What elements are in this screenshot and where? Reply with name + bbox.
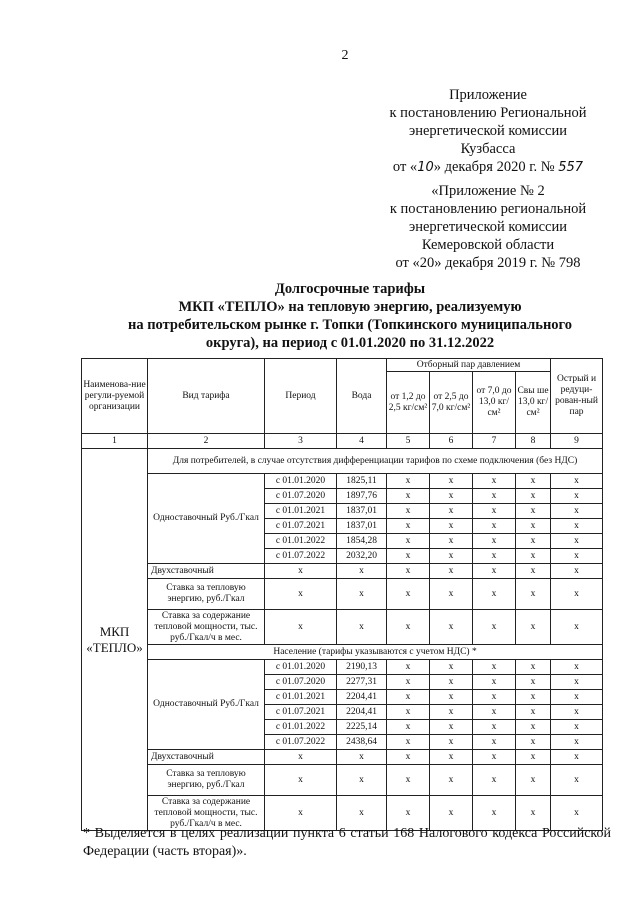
water-cell: 2204,41 (337, 705, 387, 720)
x-cell: x (516, 765, 551, 796)
header-p3: от 7,0 до 13,0 кг/см² (473, 372, 516, 434)
annex-current-line2: к постановлению Региональной (389, 105, 587, 121)
x-cell: x (551, 504, 603, 519)
x-cell: x (473, 675, 516, 690)
x-cell: x (430, 534, 473, 549)
page-number: 2 (341, 48, 349, 63)
table-row (82, 750, 603, 765)
x-cell: x (516, 489, 551, 504)
annex-current-line4: Кузбасса (460, 141, 516, 157)
title-line1: Долгосрочные тарифы (274, 281, 426, 297)
water-cell: 2277,31 (337, 675, 387, 690)
x-cell: x (337, 750, 387, 765)
annex-current-date (368, 158, 608, 177)
header-sharp-steam: Острый и редуци-рован-ный пар (551, 359, 603, 434)
x-cell: x (387, 675, 430, 690)
x-cell: x (430, 796, 473, 831)
section1-title: Для потребителей, в случае отсутствия дифференциации тарифов по схеме подключения (без НДС) (148, 449, 603, 474)
x-cell: x (516, 610, 551, 645)
annex-previous-line5: от «20» декабря 2019 г. № 798 (395, 255, 581, 271)
x-cell: x (551, 610, 603, 645)
x-cell: x (430, 675, 473, 690)
annex-previous-line4: Кемеровской области (421, 237, 555, 253)
section1-one-part-label: Одноставочный Руб./Гкал (148, 474, 265, 564)
x-cell: x (516, 750, 551, 765)
water-cell: 2032,20 (337, 549, 387, 564)
annex-current (368, 86, 608, 177)
x-cell: x (516, 705, 551, 720)
date-suffix: » декабря 2020 г. № (433, 159, 555, 175)
x-cell: x (473, 489, 516, 504)
x-cell: x (387, 549, 430, 564)
col-num-8: 8 (516, 434, 551, 449)
x-cell: x (387, 564, 430, 579)
period-cell: с 01.07.2021 (265, 705, 337, 720)
handwritten-number: 557 (558, 160, 584, 175)
water-cell: 1897,76 (337, 489, 387, 504)
x-cell: x (551, 765, 603, 796)
x-cell: x (473, 796, 516, 831)
rate-energy-label: Ставка за тепловую энергию, руб./Гкал (148, 579, 265, 610)
x-cell: x (473, 720, 516, 735)
annex-previous-line3: энергетической комиссии (408, 219, 568, 235)
x-cell: x (387, 796, 430, 831)
section1-title-row (82, 449, 603, 474)
x-cell: x (265, 750, 337, 765)
x-cell: x (337, 579, 387, 610)
water-cell: 2204,41 (337, 690, 387, 705)
period-cell: с 01.01.2020 (265, 660, 337, 675)
x-cell: x (473, 534, 516, 549)
x-cell: x (516, 564, 551, 579)
table-row (82, 610, 603, 645)
x-cell: x (551, 796, 603, 831)
period-cell: с 01.07.2020 (265, 489, 337, 504)
x-cell: x (430, 750, 473, 765)
x-cell: x (551, 750, 603, 765)
rate-capacity-label: Ставка за содержание тепловой мощности, тыс. руб./Гкал/ч в мес. (148, 610, 265, 645)
rate-energy-label: Ставка за тепловую энергию, руб./Гкал (148, 765, 265, 796)
annex-previous-line2: к постановлению региональной (389, 201, 587, 217)
table-row (82, 474, 603, 489)
x-cell: x (551, 549, 603, 564)
x-cell: x (551, 720, 603, 735)
x-cell: x (430, 690, 473, 705)
x-cell: x (265, 579, 337, 610)
x-cell: x (551, 519, 603, 534)
x-cell: x (387, 720, 430, 735)
section2-title: Население (тарифы указываются с учетом НДС) * (148, 645, 603, 660)
header-period: Период (265, 359, 337, 434)
header-org: Наименова-ние регули-руемой организации (82, 359, 148, 434)
x-cell: x (430, 705, 473, 720)
x-cell: x (387, 489, 430, 504)
x-cell: x (473, 705, 516, 720)
x-cell: x (387, 504, 430, 519)
x-cell: x (473, 504, 516, 519)
x-cell: x (430, 519, 473, 534)
water-cell: 1837,01 (337, 504, 387, 519)
x-cell: x (473, 660, 516, 675)
x-cell: x (387, 690, 430, 705)
handwritten-day: 10 (417, 160, 434, 175)
x-cell: x (430, 610, 473, 645)
x-cell: x (516, 474, 551, 489)
x-cell: x (387, 765, 430, 796)
x-cell: x (473, 750, 516, 765)
water-cell: 1854,28 (337, 534, 387, 549)
x-cell: x (473, 579, 516, 610)
x-cell: x (473, 765, 516, 796)
x-cell: x (516, 660, 551, 675)
x-cell: x (473, 690, 516, 705)
title-line3: на потребительском рынке г. Топки (Топкинского муниципального (127, 317, 573, 333)
period-cell: с 01.01.2020 (265, 474, 337, 489)
footnote: * Выделяется в целях реализации пункта 6 статьи 168 Налогового кодекса Российской Федерации (часть вторая)». (83, 826, 611, 859)
x-cell: x (516, 690, 551, 705)
table-row (82, 765, 603, 796)
x-cell: x (387, 735, 430, 750)
x-cell: x (430, 720, 473, 735)
x-cell: x (473, 735, 516, 750)
x-cell: x (430, 489, 473, 504)
x-cell: x (516, 735, 551, 750)
x-cell: x (387, 610, 430, 645)
col-num-1: 1 (82, 434, 148, 449)
x-cell: x (337, 765, 387, 796)
period-cell: с 01.07.2022 (265, 735, 337, 750)
col-num-3: 3 (265, 434, 337, 449)
header-row-1 (82, 359, 603, 372)
period-cell: с 01.01.2022 (265, 534, 337, 549)
tariff-table (81, 358, 603, 831)
x-cell: x (387, 750, 430, 765)
x-cell: x (387, 519, 430, 534)
annex-previous (368, 182, 608, 272)
x-cell: x (430, 660, 473, 675)
x-cell: x (473, 564, 516, 579)
x-cell: x (430, 564, 473, 579)
period-cell: с 01.01.2022 (265, 720, 337, 735)
period-cell: с 01.01.2021 (265, 690, 337, 705)
x-cell: x (551, 735, 603, 750)
x-cell: x (265, 564, 337, 579)
x-cell: x (430, 504, 473, 519)
col-num-7: 7 (473, 434, 516, 449)
x-cell: x (551, 579, 603, 610)
x-cell: x (473, 519, 516, 534)
document-title (100, 280, 600, 352)
title-line2: МКП «ТЕПЛО» на тепловую энергию, реализуемую (178, 299, 522, 315)
col-num-4: 4 (337, 434, 387, 449)
period-cell: с 01.07.2021 (265, 519, 337, 534)
col-num-6: 6 (430, 434, 473, 449)
x-cell: x (430, 474, 473, 489)
header-p4: Свы ше 13,0 кг/см² (516, 372, 551, 434)
x-cell: x (551, 564, 603, 579)
two-part-label: Двухставочный (148, 750, 265, 765)
x-cell: x (473, 610, 516, 645)
title-line4: округа), на период с 01.01.2020 по 31.12.2022 (205, 335, 495, 351)
x-cell: x (516, 549, 551, 564)
x-cell: x (430, 735, 473, 750)
x-cell: x (337, 610, 387, 645)
x-cell: x (516, 720, 551, 735)
annex-previous-line1: «Приложение № 2 (431, 183, 545, 199)
x-cell: x (387, 534, 430, 549)
x-cell: x (516, 534, 551, 549)
x-cell: x (516, 504, 551, 519)
period-cell: с 01.07.2020 (265, 675, 337, 690)
x-cell: x (516, 579, 551, 610)
x-cell: x (551, 534, 603, 549)
x-cell: x (551, 660, 603, 675)
table-row (82, 564, 603, 579)
col-num-5: 5 (387, 434, 430, 449)
x-cell: x (516, 675, 551, 690)
x-cell: x (337, 564, 387, 579)
table-row (82, 579, 603, 610)
water-cell: 2190,13 (337, 660, 387, 675)
org-name-cell: МКП «ТЕПЛО» (82, 449, 148, 831)
x-cell: x (516, 796, 551, 831)
x-cell: x (337, 796, 387, 831)
water-cell: 1825,11 (337, 474, 387, 489)
water-cell: 2225,14 (337, 720, 387, 735)
col-num-2: 2 (148, 434, 265, 449)
header-water: Вода (337, 359, 387, 434)
col-num-9: 9 (551, 434, 603, 449)
x-cell: x (387, 705, 430, 720)
x-cell: x (265, 765, 337, 796)
section2-one-part-label: Одноставочный Руб./Гкал (148, 660, 265, 750)
water-cell: 1837,01 (337, 519, 387, 534)
annex-current-line3: энергетической комиссии (408, 123, 568, 139)
x-cell: x (430, 549, 473, 564)
rate-capacity-label: Ставка за содержание тепловой мощности, тыс. руб./Гкал/ч в мес. (148, 796, 265, 831)
header-p2: от 2,5 до 7,0 кг/см² (430, 372, 473, 434)
x-cell: x (516, 519, 551, 534)
x-cell: x (473, 549, 516, 564)
x-cell: x (551, 675, 603, 690)
table-row (82, 660, 603, 675)
x-cell: x (265, 610, 337, 645)
x-cell: x (473, 474, 516, 489)
x-cell: x (387, 660, 430, 675)
header-p1: от 1,2 до 2,5 кг/см² (387, 372, 430, 434)
x-cell: x (387, 579, 430, 610)
x-cell: x (551, 690, 603, 705)
x-cell: x (387, 474, 430, 489)
water-cell: 2438,64 (337, 735, 387, 750)
annex-current-line1: Приложение (449, 87, 527, 103)
x-cell: x (265, 796, 337, 831)
header-tariff-type: Вид тарифа (148, 359, 265, 434)
two-part-label: Двухставочный (148, 564, 265, 579)
period-cell: с 01.01.2021 (265, 504, 337, 519)
x-cell: x (430, 765, 473, 796)
x-cell: x (430, 579, 473, 610)
section2-title-row (82, 645, 603, 660)
x-cell: x (551, 489, 603, 504)
column-number-row (82, 434, 603, 449)
header-steam-group: Отборный пар давлением (387, 359, 551, 372)
period-cell: с 01.07.2022 (265, 549, 337, 564)
x-cell: x (551, 474, 603, 489)
date-prefix: от « (392, 159, 418, 175)
x-cell: x (551, 705, 603, 720)
